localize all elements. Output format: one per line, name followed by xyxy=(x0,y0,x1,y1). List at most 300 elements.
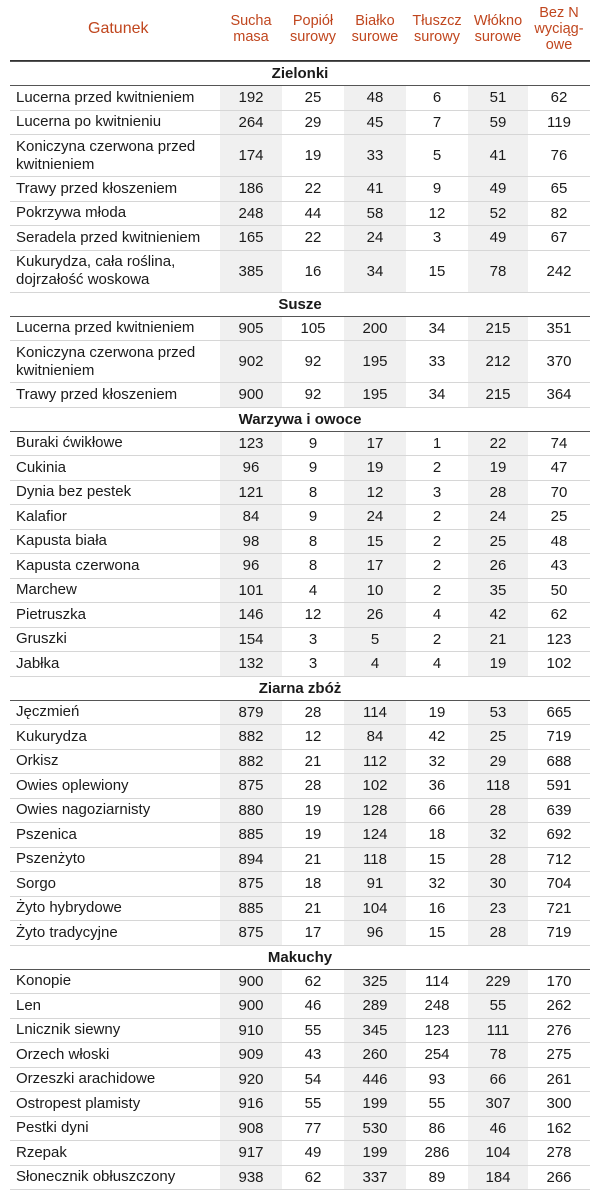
row-value: 62 xyxy=(528,603,590,628)
row-value: 4 xyxy=(282,578,344,603)
table-row xyxy=(10,480,590,505)
row-name: Buraki ćwikłowe xyxy=(10,431,220,456)
row-value: 29 xyxy=(282,110,344,135)
row-name: Len xyxy=(10,994,220,1019)
row-value: 2 xyxy=(406,578,468,603)
table-row xyxy=(10,774,590,799)
row-value: 98 xyxy=(220,529,282,554)
row-value: 900 xyxy=(220,383,282,408)
row-value: 19 xyxy=(282,823,344,848)
row-name: Orzech włoski xyxy=(10,1043,220,1068)
table-row xyxy=(10,226,590,251)
row-value: 885 xyxy=(220,823,282,848)
row-name: Trawy przed kłoszeniem xyxy=(10,177,220,202)
row-value: 307 xyxy=(468,1092,528,1117)
row-value: 195 xyxy=(344,341,406,383)
row-value: 248 xyxy=(220,201,282,226)
row-value: 59 xyxy=(468,110,528,135)
section-header xyxy=(10,62,590,86)
row-value: 894 xyxy=(220,847,282,872)
row-value: 82 xyxy=(528,201,590,226)
table-row xyxy=(10,1018,590,1043)
row-value: 910 xyxy=(220,1018,282,1043)
row-value: 229 xyxy=(468,969,528,994)
row-value: 15 xyxy=(406,250,468,292)
row-value: 92 xyxy=(282,383,344,408)
row-value: 67 xyxy=(528,226,590,251)
section-header xyxy=(10,292,590,316)
row-value: 49 xyxy=(282,1141,344,1166)
row-value: 34 xyxy=(406,316,468,341)
row-value: 721 xyxy=(528,896,590,921)
table-row xyxy=(10,823,590,848)
row-value: 215 xyxy=(468,316,528,341)
row-name: Orzeszki arachidowe xyxy=(10,1067,220,1092)
section-header xyxy=(10,407,590,431)
row-value: 18 xyxy=(406,823,468,848)
row-value: 66 xyxy=(468,1067,528,1092)
row-value: 12 xyxy=(282,725,344,750)
row-value: 15 xyxy=(406,847,468,872)
row-value: 23 xyxy=(468,896,528,921)
row-value: 262 xyxy=(528,994,590,1019)
table-row xyxy=(10,725,590,750)
table-row xyxy=(10,431,590,456)
section-title: Zielonki xyxy=(10,62,590,86)
table-row xyxy=(10,652,590,677)
row-value: 105 xyxy=(282,316,344,341)
row-value: 66 xyxy=(406,798,468,823)
row-value: 370 xyxy=(528,341,590,383)
row-name: Koniczyna czerwona przed kwitnieniem xyxy=(10,135,220,177)
row-value: 62 xyxy=(282,1165,344,1190)
row-value: 51 xyxy=(468,86,528,111)
row-value: 8 xyxy=(282,480,344,505)
row-name: Owies nagoziarnisty xyxy=(10,798,220,823)
section-title: Warzywa i owoce xyxy=(10,407,590,431)
row-value: 8 xyxy=(282,529,344,554)
row-name: Kalafior xyxy=(10,505,220,530)
row-name: Kapusta czerwona xyxy=(10,554,220,579)
row-value: 248 xyxy=(406,994,468,1019)
row-value: 2 xyxy=(406,505,468,530)
row-value: 154 xyxy=(220,627,282,652)
row-value: 55 xyxy=(468,994,528,1019)
row-value: 215 xyxy=(468,383,528,408)
section-title: Makuchy xyxy=(10,945,590,969)
row-name: Pszenica xyxy=(10,823,220,848)
section-title: Ziarna zbóż xyxy=(10,676,590,700)
row-value: 4 xyxy=(406,652,468,677)
row-value: 186 xyxy=(220,177,282,202)
row-name: Słonecznik obłuszczony xyxy=(10,1165,220,1190)
row-value: 123 xyxy=(220,431,282,456)
row-value: 3 xyxy=(406,226,468,251)
row-value: 41 xyxy=(344,177,406,202)
row-value: 9 xyxy=(282,505,344,530)
row-value: 118 xyxy=(468,774,528,799)
row-value: 91 xyxy=(344,872,406,897)
row-value: 17 xyxy=(282,921,344,946)
row-value: 112 xyxy=(344,749,406,774)
row-value: 260 xyxy=(344,1043,406,1068)
row-value: 104 xyxy=(468,1141,528,1166)
row-value: 688 xyxy=(528,749,590,774)
row-value: 12 xyxy=(282,603,344,628)
row-value: 266 xyxy=(528,1165,590,1190)
row-value: 77 xyxy=(282,1116,344,1141)
row-value: 62 xyxy=(282,969,344,994)
row-name: Żyto tradycyjne xyxy=(10,921,220,946)
table-row xyxy=(10,700,590,725)
row-value: 19 xyxy=(282,798,344,823)
row-value: 15 xyxy=(406,921,468,946)
row-value: 15 xyxy=(344,529,406,554)
row-value: 12 xyxy=(344,480,406,505)
row-value: 9 xyxy=(282,431,344,456)
row-value: 76 xyxy=(528,135,590,177)
row-value: 385 xyxy=(220,250,282,292)
row-name: Lucerna przed kwitnieniem xyxy=(10,316,220,341)
row-value: 24 xyxy=(468,505,528,530)
row-value: 264 xyxy=(220,110,282,135)
row-value: 46 xyxy=(468,1116,528,1141)
table-row xyxy=(10,921,590,946)
row-value: 89 xyxy=(406,1165,468,1190)
row-value: 261 xyxy=(528,1067,590,1092)
row-value: 4 xyxy=(344,652,406,677)
row-value: 32 xyxy=(406,872,468,897)
table-row xyxy=(10,1092,590,1117)
row-value: 58 xyxy=(344,201,406,226)
header-crude-protein: Białko surowe xyxy=(351,13,399,45)
row-value: 123 xyxy=(528,627,590,652)
row-value: 286 xyxy=(406,1141,468,1166)
row-value: 33 xyxy=(344,135,406,177)
row-value: 530 xyxy=(344,1116,406,1141)
row-value: 665 xyxy=(528,700,590,725)
row-value: 591 xyxy=(528,774,590,799)
row-value: 364 xyxy=(528,383,590,408)
row-value: 28 xyxy=(468,480,528,505)
row-value: 24 xyxy=(344,226,406,251)
row-value: 123 xyxy=(406,1018,468,1043)
row-value: 101 xyxy=(220,578,282,603)
row-value: 2 xyxy=(406,529,468,554)
row-value: 22 xyxy=(468,431,528,456)
table-row xyxy=(10,994,590,1019)
row-value: 1 xyxy=(406,431,468,456)
row-value: 275 xyxy=(528,1043,590,1068)
row-name: Rzepak xyxy=(10,1141,220,1166)
row-value: 28 xyxy=(282,700,344,725)
row-value: 62 xyxy=(528,86,590,111)
row-value: 704 xyxy=(528,872,590,897)
table-row xyxy=(10,578,590,603)
header-nfe: Bez N wyciąg- owe xyxy=(534,5,584,53)
row-value: 2 xyxy=(406,627,468,652)
header-crude-fiber: Włókno surowe xyxy=(473,13,523,45)
row-value: 96 xyxy=(220,456,282,481)
row-value: 25 xyxy=(528,505,590,530)
row-value: 2 xyxy=(406,554,468,579)
row-value: 25 xyxy=(468,725,528,750)
row-value: 104 xyxy=(344,896,406,921)
row-value: 174 xyxy=(220,135,282,177)
row-name: Koniczyna czerwona przed kwitnieniem xyxy=(10,341,220,383)
row-value: 26 xyxy=(344,603,406,628)
row-value: 21 xyxy=(468,627,528,652)
table-row xyxy=(10,969,590,994)
row-value: 5 xyxy=(406,135,468,177)
table-row xyxy=(10,529,590,554)
table-header xyxy=(10,0,590,61)
row-value: 41 xyxy=(468,135,528,177)
row-value: 192 xyxy=(220,86,282,111)
row-value: 900 xyxy=(220,969,282,994)
row-value: 18 xyxy=(282,872,344,897)
table-row xyxy=(10,1165,590,1190)
row-name: Dynia bez pestek xyxy=(10,480,220,505)
row-value: 43 xyxy=(282,1043,344,1068)
row-value: 50 xyxy=(528,578,590,603)
row-value: 32 xyxy=(406,749,468,774)
row-value: 78 xyxy=(468,250,528,292)
table-row xyxy=(10,250,590,292)
row-value: 882 xyxy=(220,725,282,750)
row-value: 17 xyxy=(344,431,406,456)
row-value: 3 xyxy=(406,480,468,505)
row-value: 917 xyxy=(220,1141,282,1166)
row-value: 114 xyxy=(406,969,468,994)
row-value: 19 xyxy=(406,700,468,725)
table-row xyxy=(10,847,590,872)
row-value: 345 xyxy=(344,1018,406,1043)
row-value: 19 xyxy=(468,456,528,481)
row-value: 276 xyxy=(528,1018,590,1043)
row-value: 32 xyxy=(468,823,528,848)
row-value: 36 xyxy=(406,774,468,799)
row-value: 879 xyxy=(220,700,282,725)
section-header xyxy=(10,676,590,700)
row-value: 885 xyxy=(220,896,282,921)
row-name: Jabłka xyxy=(10,652,220,677)
data-table xyxy=(10,61,590,1190)
row-value: 52 xyxy=(468,201,528,226)
row-value: 28 xyxy=(468,798,528,823)
row-value: 33 xyxy=(406,341,468,383)
row-value: 46 xyxy=(282,994,344,1019)
table-row xyxy=(10,505,590,530)
table-row xyxy=(10,872,590,897)
row-value: 47 xyxy=(528,456,590,481)
table-row xyxy=(10,627,590,652)
table-row xyxy=(10,1141,590,1166)
section-title: Susze xyxy=(10,292,590,316)
row-value: 132 xyxy=(220,652,282,677)
row-value: 712 xyxy=(528,847,590,872)
table-row xyxy=(10,177,590,202)
row-value: 124 xyxy=(344,823,406,848)
row-name: Cukinia xyxy=(10,456,220,481)
row-value: 719 xyxy=(528,921,590,946)
table-row xyxy=(10,1116,590,1141)
row-value: 882 xyxy=(220,749,282,774)
row-value: 19 xyxy=(344,456,406,481)
row-value: 16 xyxy=(282,250,344,292)
row-name: Kukurydza xyxy=(10,725,220,750)
row-value: 21 xyxy=(282,896,344,921)
row-value: 902 xyxy=(220,341,282,383)
row-value: 905 xyxy=(220,316,282,341)
row-value: 24 xyxy=(344,505,406,530)
table-row xyxy=(10,86,590,111)
row-value: 5 xyxy=(344,627,406,652)
row-value: 70 xyxy=(528,480,590,505)
row-value: 49 xyxy=(468,177,528,202)
row-value: 16 xyxy=(406,896,468,921)
row-name: Trawy przed kłoszeniem xyxy=(10,383,220,408)
table-row xyxy=(10,456,590,481)
row-value: 325 xyxy=(344,969,406,994)
row-value: 42 xyxy=(406,725,468,750)
row-value: 49 xyxy=(468,226,528,251)
row-name: Lucerna przed kwitnieniem xyxy=(10,86,220,111)
table-row xyxy=(10,1067,590,1092)
row-value: 55 xyxy=(282,1092,344,1117)
row-value: 102 xyxy=(528,652,590,677)
row-value: 146 xyxy=(220,603,282,628)
row-value: 29 xyxy=(468,749,528,774)
table-row xyxy=(10,554,590,579)
row-value: 34 xyxy=(344,250,406,292)
row-name: Jęczmień xyxy=(10,700,220,725)
table-row xyxy=(10,383,590,408)
row-value: 55 xyxy=(282,1018,344,1043)
row-value: 21 xyxy=(282,749,344,774)
row-value: 92 xyxy=(282,341,344,383)
row-value: 938 xyxy=(220,1165,282,1190)
row-value: 45 xyxy=(344,110,406,135)
row-value: 96 xyxy=(344,921,406,946)
row-name: Gruszki xyxy=(10,627,220,652)
row-value: 4 xyxy=(406,603,468,628)
row-value: 28 xyxy=(282,774,344,799)
row-value: 22 xyxy=(282,177,344,202)
row-value: 55 xyxy=(406,1092,468,1117)
row-value: 17 xyxy=(344,554,406,579)
row-name: Seradela przed kwitnieniem xyxy=(10,226,220,251)
row-value: 289 xyxy=(344,994,406,1019)
row-value: 111 xyxy=(468,1018,528,1043)
row-value: 96 xyxy=(220,554,282,579)
row-value: 74 xyxy=(528,431,590,456)
row-name: Ostropest plamisty xyxy=(10,1092,220,1117)
row-value: 278 xyxy=(528,1141,590,1166)
row-value: 3 xyxy=(282,627,344,652)
row-value: 114 xyxy=(344,700,406,725)
row-value: 195 xyxy=(344,383,406,408)
row-value: 65 xyxy=(528,177,590,202)
row-name: Pszenżyto xyxy=(10,847,220,872)
row-value: 54 xyxy=(282,1067,344,1092)
row-value: 200 xyxy=(344,316,406,341)
row-name: Żyto hybrydowe xyxy=(10,896,220,921)
row-value: 875 xyxy=(220,921,282,946)
row-value: 25 xyxy=(468,529,528,554)
row-value: 6 xyxy=(406,86,468,111)
row-value: 19 xyxy=(468,652,528,677)
row-value: 875 xyxy=(220,872,282,897)
row-value: 199 xyxy=(344,1141,406,1166)
row-value: 3 xyxy=(282,652,344,677)
row-name: Marchew xyxy=(10,578,220,603)
row-value: 900 xyxy=(220,994,282,1019)
row-value: 35 xyxy=(468,578,528,603)
row-value: 53 xyxy=(468,700,528,725)
row-value: 86 xyxy=(406,1116,468,1141)
row-value: 48 xyxy=(528,529,590,554)
table-row xyxy=(10,316,590,341)
row-value: 165 xyxy=(220,226,282,251)
row-name: Pokrzywa młoda xyxy=(10,201,220,226)
row-value: 909 xyxy=(220,1043,282,1068)
table-row xyxy=(10,798,590,823)
row-value: 25 xyxy=(282,86,344,111)
row-value: 118 xyxy=(344,847,406,872)
table-row xyxy=(10,341,590,383)
table-row xyxy=(10,1043,590,1068)
row-value: 170 xyxy=(528,969,590,994)
row-value: 34 xyxy=(406,383,468,408)
row-value: 875 xyxy=(220,774,282,799)
table-row xyxy=(10,603,590,628)
row-name: Pietruszka xyxy=(10,603,220,628)
row-name: Kapusta biała xyxy=(10,529,220,554)
row-name: Konopie xyxy=(10,969,220,994)
row-value: 337 xyxy=(344,1165,406,1190)
row-name: Sorgo xyxy=(10,872,220,897)
row-value: 920 xyxy=(220,1067,282,1092)
row-value: 28 xyxy=(468,921,528,946)
row-value: 8 xyxy=(282,554,344,579)
table-row xyxy=(10,896,590,921)
row-value: 880 xyxy=(220,798,282,823)
row-value: 184 xyxy=(468,1165,528,1190)
row-value: 43 xyxy=(528,554,590,579)
row-value: 22 xyxy=(282,226,344,251)
row-value: 93 xyxy=(406,1067,468,1092)
row-value: 254 xyxy=(406,1043,468,1068)
row-name: Orkisz xyxy=(10,749,220,774)
row-value: 78 xyxy=(468,1043,528,1068)
header-crude-fat: Tłuszcz surowy xyxy=(412,13,462,45)
row-value: 212 xyxy=(468,341,528,383)
row-name: Pestki dyni xyxy=(10,1116,220,1141)
row-value: 26 xyxy=(468,554,528,579)
row-name: Kukurydza, cała roślina, dojrzałość woskowa xyxy=(10,250,220,292)
table-row xyxy=(10,201,590,226)
header-dry-matter: Sucha masa xyxy=(230,13,272,45)
row-value: 128 xyxy=(344,798,406,823)
table-row xyxy=(10,110,590,135)
row-value: 7 xyxy=(406,110,468,135)
row-name: Lucerna po kwitnieniu xyxy=(10,110,220,135)
row-value: 84 xyxy=(344,725,406,750)
row-name: Lnicznik siewny xyxy=(10,1018,220,1043)
table-row xyxy=(10,135,590,177)
row-name: Owies oplewiony xyxy=(10,774,220,799)
